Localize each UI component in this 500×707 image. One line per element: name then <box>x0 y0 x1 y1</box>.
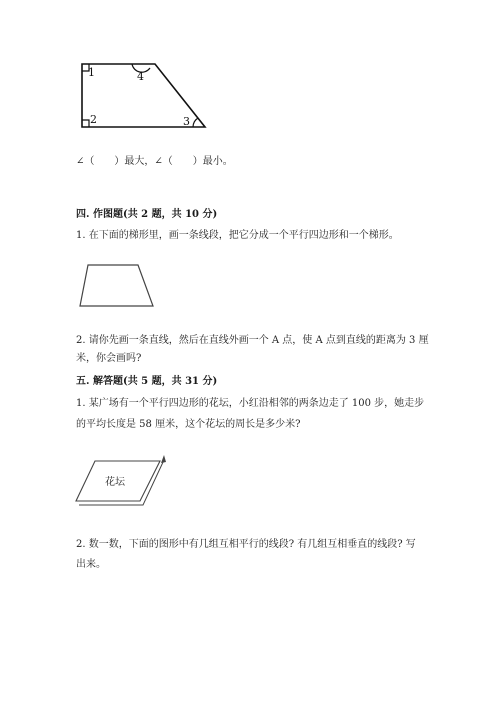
path-arrowhead <box>161 455 166 463</box>
section-4-question-2-line-2: 米，你会画吗? <box>76 353 142 364</box>
angle-label-2: 2 <box>90 113 97 126</box>
section-5-question-2-line-1: 2. 数一数，下面的图形中有几组互相平行的线段? 有几组互相垂直的线段? 写 <box>76 539 416 550</box>
section-5-question-1-line-1: 1. 某广场有一个平行四边形的花坛，小红沿相邻的两条边走了 100 步，她走步 <box>76 398 425 409</box>
angle-label-1: 1 <box>88 66 95 79</box>
section-5-heading: 五. 解答题(共 5 题，共 31 分) <box>76 376 218 387</box>
angle-label-4: 4 <box>137 70 144 83</box>
section-4-heading: 四. 作图题(共 2 题，共 10 分) <box>76 209 218 220</box>
section-4-question-1: 1. 在下面的梯形里，画一条线段，把它分成一个平行四边形和一个梯形。 <box>76 230 399 241</box>
garden-label: 花坛 <box>105 477 125 488</box>
angle-question: ∠（ ）最大，∠（ ）最小。 <box>76 156 233 167</box>
section-5-question-2-line-2: 出来。 <box>76 559 106 570</box>
section-4-question-2-line-1: 2. 请你先画一条直线，然后在直线外画一个 A 点，使 A 点到直线的距离为 3 厘 <box>76 335 429 346</box>
angle-label-3: 3 <box>183 115 190 128</box>
section-5-question-1-line-2: 的平均长度是 58 厘米，这个花坛的周长是多少米? <box>76 419 301 430</box>
